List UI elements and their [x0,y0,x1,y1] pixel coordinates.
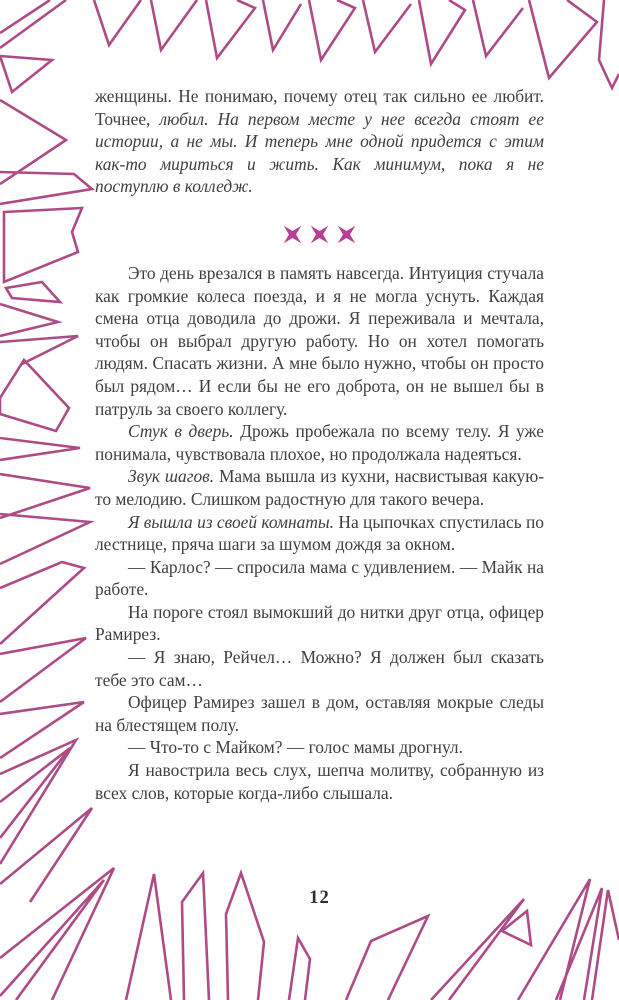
four-point-star-icon [336,224,357,245]
paragraph [95,646,544,691]
text-run: — Карлос? — спросила мама с удивлением. — Майк на работе. [95,556,544,600]
page-number: 12 [309,888,330,908]
text-run: Мама вышла из кухни, насвистывая какую-то мелодию. Слишком радостную для такого вечера. [95,466,544,509]
section-separator [95,221,544,245]
text-run: Дрожь пробежала по всему телу. Я уже понимала, чувствовала плохое, но продолжала надеяться. [95,421,544,464]
four-point-star-icon [282,224,303,245]
text-run: На пороге стоял вымокший до нитки друг отца, офицер Рамирез. [95,601,544,645]
paragraph [95,85,544,198]
paragraph [95,736,544,759]
paragraph [95,691,544,736]
paragraph [95,556,544,601]
paragraph [95,601,544,646]
italic-text-run: Я вышла из своей комнаты. [128,511,335,532]
paragraph [95,465,544,510]
text-run: женщины. Не понимаю, почему отец так сильно ее любит. Точнее, [95,86,544,129]
paragraph [95,262,544,420]
text-run: Офицер Рамирез зашел в дом, оставляя мокрые следы на блестящем полу. [95,692,544,735]
text-run: Это день врезался в память навсегда. Интуиция стучала как громкие колеса поезда, и я не могла уснуть. Каждая смена отца доводила до дрожи. Я переживала и мечтала, чтобы он выбрал другую работу. Но он хотел помогать людям. Спасать жизни. А мне было нужно, чтобы он просто был рядом… И если бы не его доброта, он не вышел бы в патруль за своего коллегу. [95,262,544,419]
text-flow [95,85,544,804]
text-run: На цыпочках спустилась по лестнице, пряча шаги за шумом дождя за окном. [95,511,544,555]
paragraph [95,420,544,465]
italic-text-run: Стук в дверь. [128,421,234,442]
text-run: — Что-то с Майком? — голос мамы дрогнул. [128,737,463,758]
four-point-star-icon [309,224,330,245]
italic-text-run: любил. На первом месте у нее всегда стоят ее истории, а не мы. И теперь мне одной придется с этим как-то мириться и жить. Как минимум, пока я не поступлю в колледж. [95,108,544,197]
italic-text-run: Звук шагов. [128,466,215,487]
text-run: Я навострила весь слух, шепча молитву, собранную из всех слов, которые когда-либо слышала. [95,760,544,803]
text-run: — Я знаю, Рейчел… Можно? Я должен был сказать тебе это сам… [95,647,544,690]
paragraph [95,759,544,804]
paragraph [95,511,544,556]
